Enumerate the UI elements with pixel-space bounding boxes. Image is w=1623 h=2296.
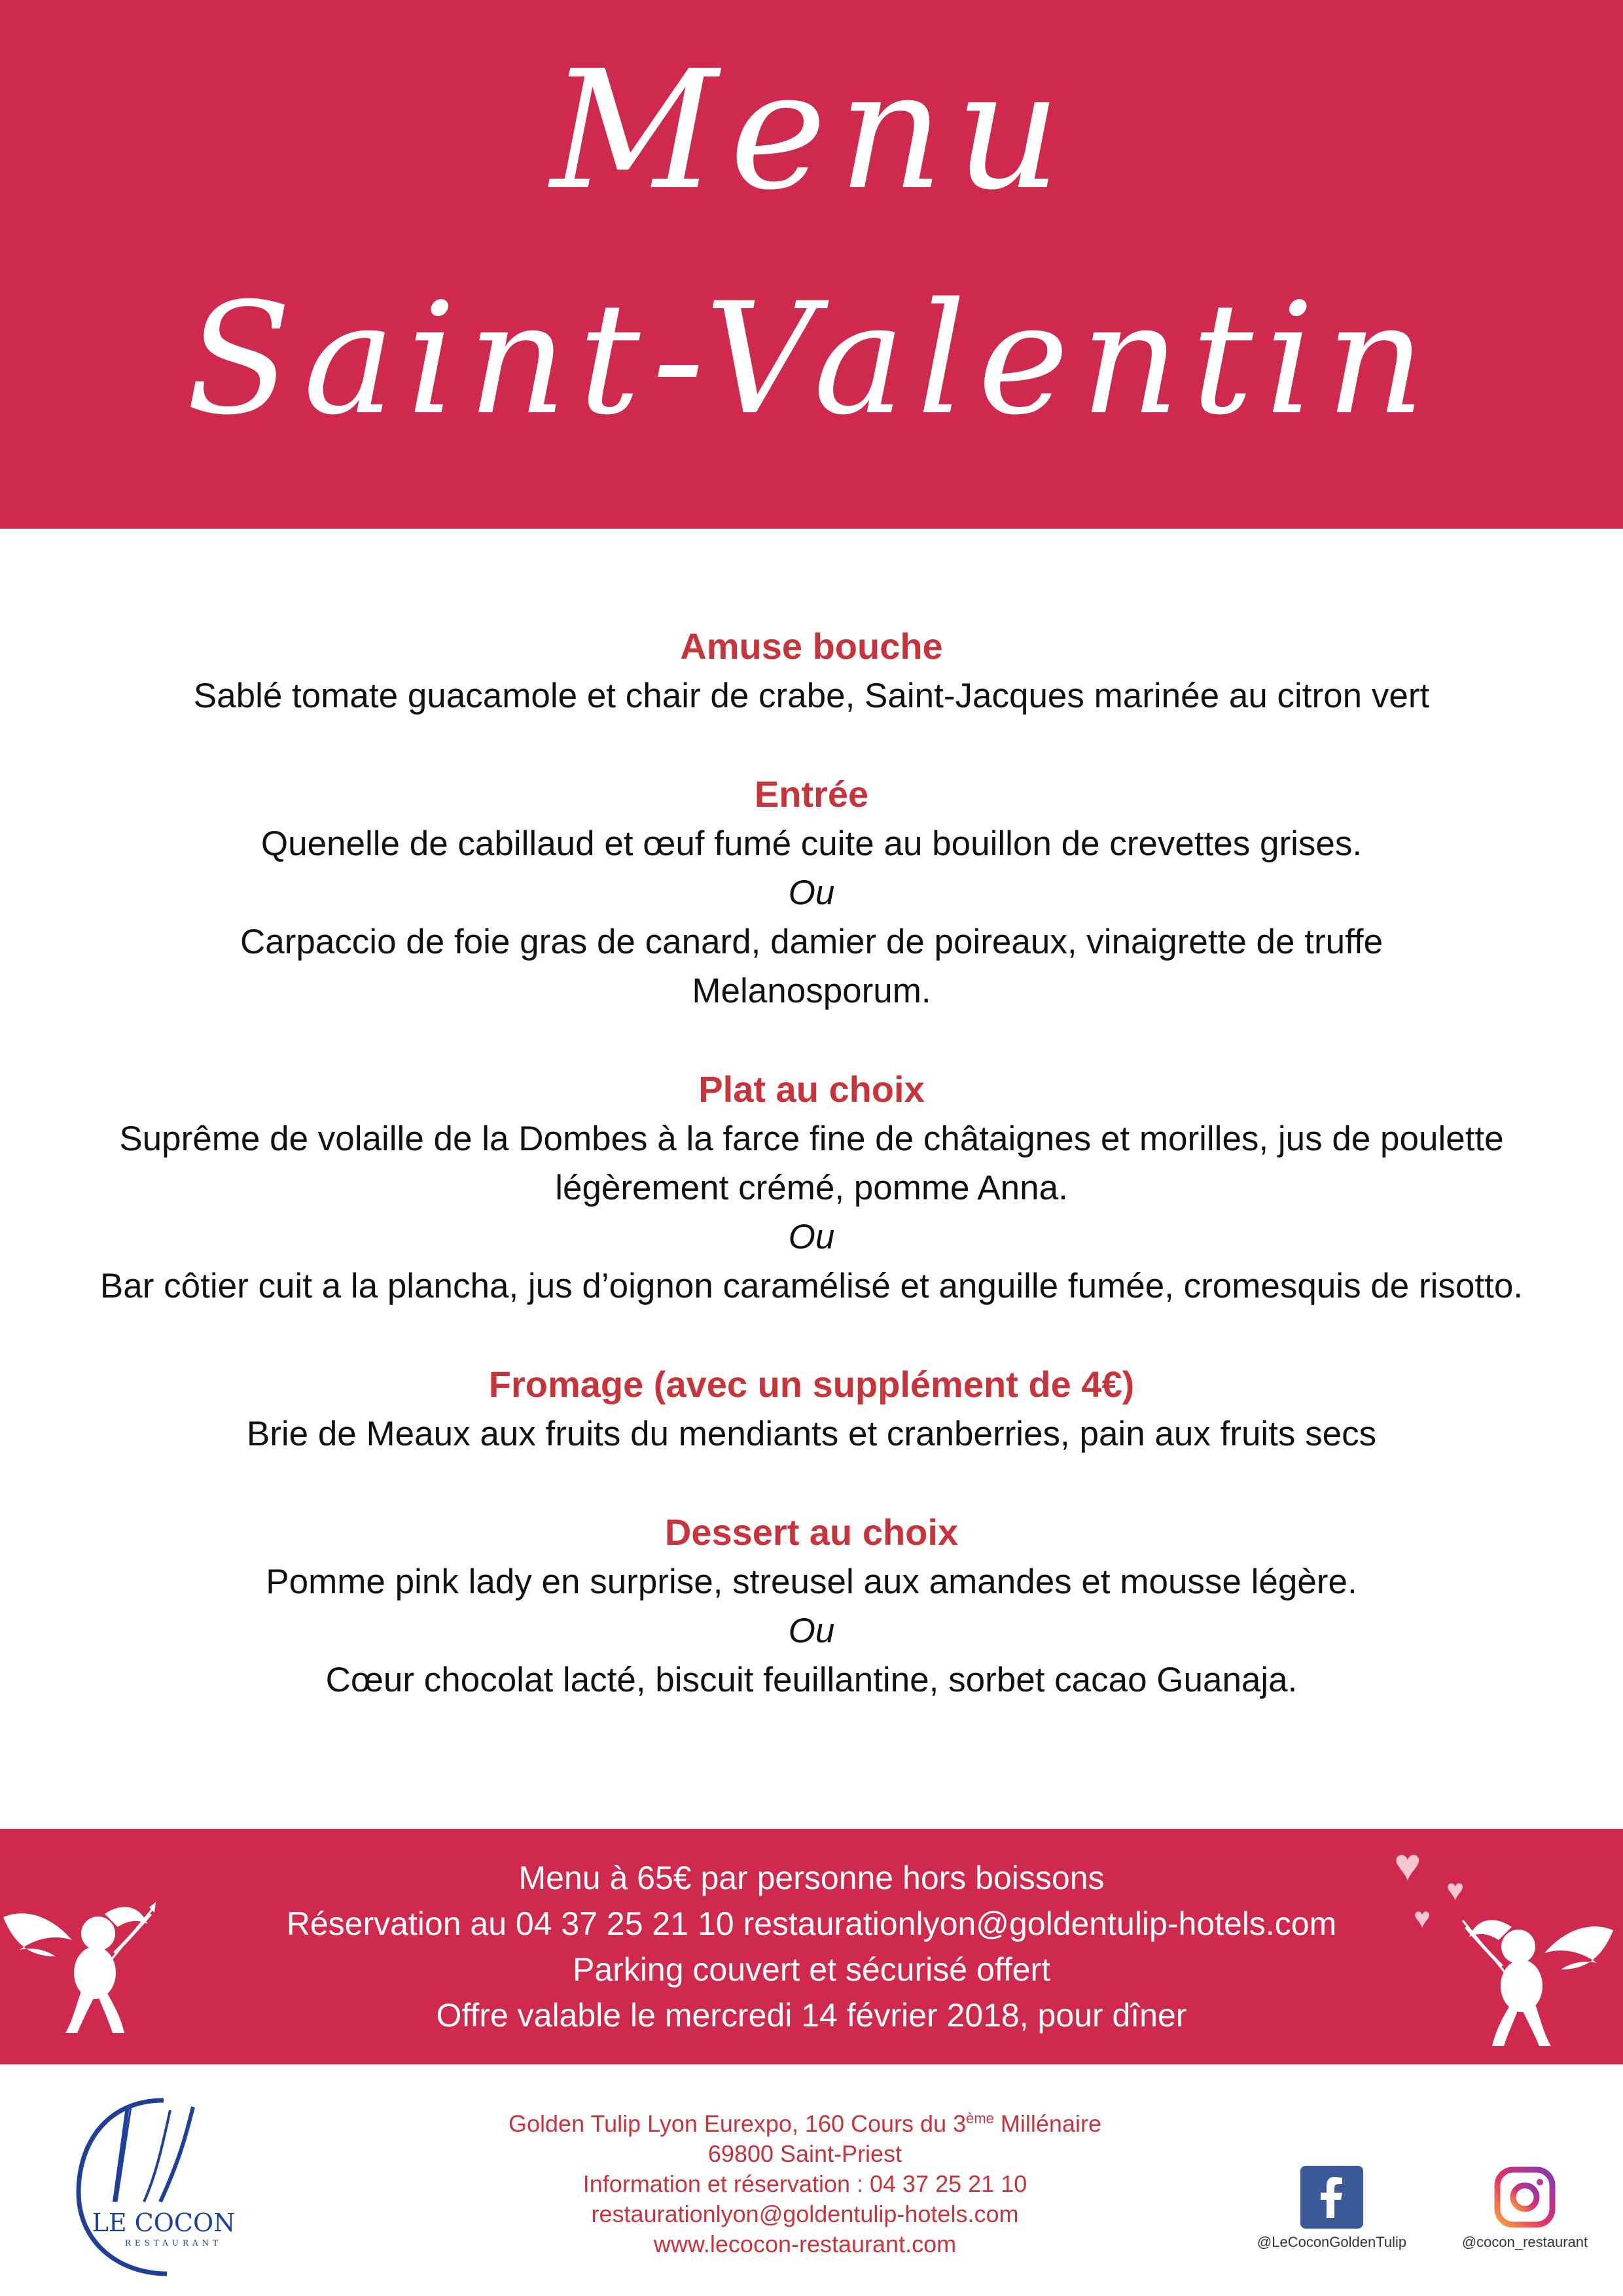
city-line: 69800 Saint-Priest xyxy=(707,2140,902,2167)
dish: Suprême de volaille de la Dombes à la farce fine de châtaignes et morilles, jus de poulette légèrement crémé, pomme Anna. xyxy=(119,1120,1504,1207)
or-separator: Ou xyxy=(788,1612,835,1650)
section-entree xyxy=(0,769,1623,1016)
logo-sub: RESTAURANT xyxy=(124,2238,223,2248)
heart-icon: ♥ xyxy=(1394,1839,1421,1890)
dish: Brie de Meaux aux fruits du mendiants et cranberries, pain aux fruits secs xyxy=(246,1415,1377,1453)
offer-line: Offre valable le mercredi 14 février 2018, pour dîner xyxy=(436,1997,1187,2034)
menu-content xyxy=(0,622,1623,1754)
heart-icon: ♥ xyxy=(1446,1873,1465,1907)
section-heading: Entrée xyxy=(754,773,869,815)
facebook-icon[interactable] xyxy=(1300,2166,1363,2229)
dish: Bar côtier cuit a la plancha, jus d’oignon caramélisé et anguille fumée, cromesquis de risotto. xyxy=(99,1267,1524,1305)
website-link[interactable]: www.lecocon-restaurant.com xyxy=(653,2231,957,2257)
section-fromage xyxy=(0,1360,1623,1458)
title-saint-valentin: Saint-Valentin xyxy=(186,270,1437,449)
instagram-handle: @cocon_restaurant xyxy=(1461,2234,1588,2250)
dish: Pomme pink lady en surprise, streusel aux amandes et mousse légère. xyxy=(266,1563,1357,1601)
or-separator: Ou xyxy=(788,874,835,912)
section-heading: Fromage (avec un supplément de 4€) xyxy=(488,1364,1135,1405)
le-cocon-logo xyxy=(65,2087,262,2284)
dish: Carpaccio de foie gras de canard, damier de poireaux, vinaigrette de truffe Melanosporum. xyxy=(240,923,1383,1010)
section-dessert xyxy=(0,1508,1623,1704)
instagram-icon[interactable] xyxy=(1493,2166,1556,2229)
section-amuse-bouche xyxy=(0,622,1623,720)
facebook-handle: @LeCoconGoldenTulip xyxy=(1257,2234,1407,2250)
cupid-right-icon xyxy=(1459,1901,1616,2051)
section-heading: Amuse bouche xyxy=(680,626,943,667)
section-heading: Dessert au choix xyxy=(664,1511,959,1553)
section-heading: Plat au choix xyxy=(698,1069,925,1110)
reservation-line: Réservation au 04 37 25 21 10 restaurationlyon@goldentulip-hotels.com xyxy=(286,1905,1337,1942)
heart-icon: ♥ xyxy=(1414,1902,1431,1934)
instagram-social[interactable] xyxy=(1443,2166,1607,2251)
header-banner xyxy=(0,0,1623,529)
dish: Cœur chocolat lacté, biscuit feuillantine, sorbet cacao Guanaja. xyxy=(325,1661,1298,1699)
email-link[interactable]: restaurationlyon@goldentulip-hotels.com xyxy=(591,2200,1019,2227)
footer-contact xyxy=(366,2104,1243,2259)
address-line: Golden Tulip Lyon Eurexpo, 160 Cours du 3ème Millénaire xyxy=(508,2110,1101,2137)
info-band-text xyxy=(0,1855,1623,2038)
dish: Sablé tomate guacamole et chair de crabe, Saint-Jacques marinée au citron vert xyxy=(193,677,1430,715)
dish: Quenelle de cabillaud et œuf fumé cuite au bouillon de crevettes grises. xyxy=(260,824,1363,863)
price-line: Menu à 65€ par personne hors boissons xyxy=(518,1860,1105,1896)
parking-line: Parking couvert et sécurisé offert xyxy=(573,1951,1050,1988)
title-menu: Menu xyxy=(550,35,1073,226)
logo-name: LE COCON xyxy=(92,2208,236,2237)
section-plat xyxy=(0,1065,1623,1311)
info-line: Information et réservation : 04 37 25 21 10 xyxy=(582,2170,1027,2197)
or-separator: Ou xyxy=(788,1218,835,1256)
cupid-left-icon xyxy=(0,1888,157,2038)
facebook-social[interactable] xyxy=(1237,2166,1427,2251)
